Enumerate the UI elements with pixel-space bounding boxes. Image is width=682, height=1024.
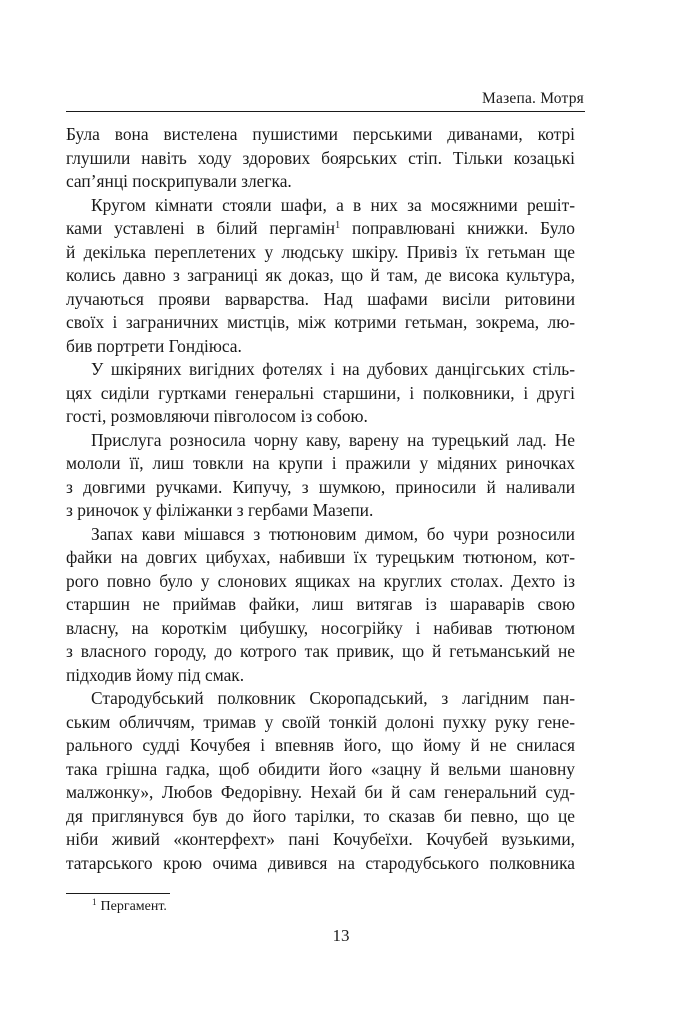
footnote-reference: 1 <box>335 220 341 231</box>
text-line-with-footnote <box>66 217 575 241</box>
text-line: з власного городу, до котрого так привик, що й гетьманський не <box>66 641 575 661</box>
text-line: глушили навіть ходу здорових боярських стіп. Тільки козацькі <box>66 147 575 168</box>
text-line: бив портрети Гондіюса. <box>66 335 242 356</box>
text-line: й декілька переплетених у людську шкіру. Привіз їх гетьман ще <box>66 241 575 262</box>
running-head: Мазепа. Мотря <box>482 90 584 107</box>
text-line: старшин не приймав файки, лиш витягав із шараварів свою <box>66 594 575 614</box>
text-line: лучаються прояви варварства. Над шафами висіли ритовини <box>66 288 575 309</box>
page-number: 13 <box>332 926 350 945</box>
text-line: Запах кави мішався з тютюновим димом, бо чури розносили <box>91 523 575 544</box>
text-line: Стародубський полковник Скоропадський, з лагідним пан- <box>91 688 575 708</box>
text-line: ським обличчям, тримав у своїй тонкій долоні пухку руку гене- <box>66 711 575 732</box>
text-line: колись давно з заграниці як доказ, що й там, де висока культура, <box>66 265 575 285</box>
text-line: з довгими ручками. Кипучу, з шумкою, приносили й наливали <box>66 476 575 497</box>
text-line: У шкіряних вигідних фотелях і на дубових данцігських стіль- <box>91 359 575 379</box>
footnote-mark: 1 <box>92 897 97 907</box>
text-line: Прислуга розносила чорну каву, варену на турецький лад. Не <box>91 429 575 450</box>
text-line: така грішна гадка, щоб обидити його «зацну й вельми шановну <box>66 758 575 779</box>
body-text <box>66 123 575 875</box>
text-line: сап’янці поскрипували злегка. <box>66 171 292 191</box>
text-line: рального судді Кочубея і впевняв його, що йому й не снилася <box>66 735 575 755</box>
text-line: татарського крою очима дивився на стародубського полковника <box>66 852 575 873</box>
text-line: підходив йому під смак. <box>66 664 245 685</box>
footnote-rule <box>66 893 170 894</box>
text-line: малжонку», Любов Федорівну. Нехай би й сам генеральний суд- <box>66 782 575 802</box>
header-rule <box>66 111 585 112</box>
text-fragment: ками уставлені в білий пергамін <box>66 218 336 238</box>
text-line: з риночок у філіжанки з гербами Мазепи. <box>66 500 374 520</box>
text-line: гості, розмовляючи півголосом із собою. <box>66 406 368 426</box>
text-line: мололи її, лиш товкли на крупи і пражили у мідяних риночках <box>66 453 575 473</box>
text-line: рого повно було у слонових ящиках на круглих столах. Дехто із <box>66 570 575 591</box>
text-line: ніби живий «контерфехт» пані Кочубеїхи. Кочубей вузькими, <box>66 829 575 849</box>
text-fragment: поправлювані книжки. Було <box>340 218 576 238</box>
text-line: своїх і заграничних мистців, між котрими гетьман, зокрема, лю- <box>66 312 575 332</box>
text-line: Кругом кімнати стояли шафи, а в них за мосяжними решіт- <box>91 194 575 215</box>
footnote-text: Пергамент. <box>100 899 167 914</box>
text-line: дя приглянувся був до його тарілки, то сказав би певно, що це <box>66 805 575 826</box>
text-line: файки на довгих цибухах, набивши їх турецьким тютюном, кот- <box>66 547 575 567</box>
text-line: Була вона вистелена пушистими перськими диванами, котрі <box>66 124 575 144</box>
footnote <box>92 898 167 915</box>
text-line: власну, на короткім цибушку, носогрійку і набивав тютюном <box>66 617 575 638</box>
text-line: цях сиділи гуртками генеральні старшини, і полковники, і другі <box>66 382 575 403</box>
